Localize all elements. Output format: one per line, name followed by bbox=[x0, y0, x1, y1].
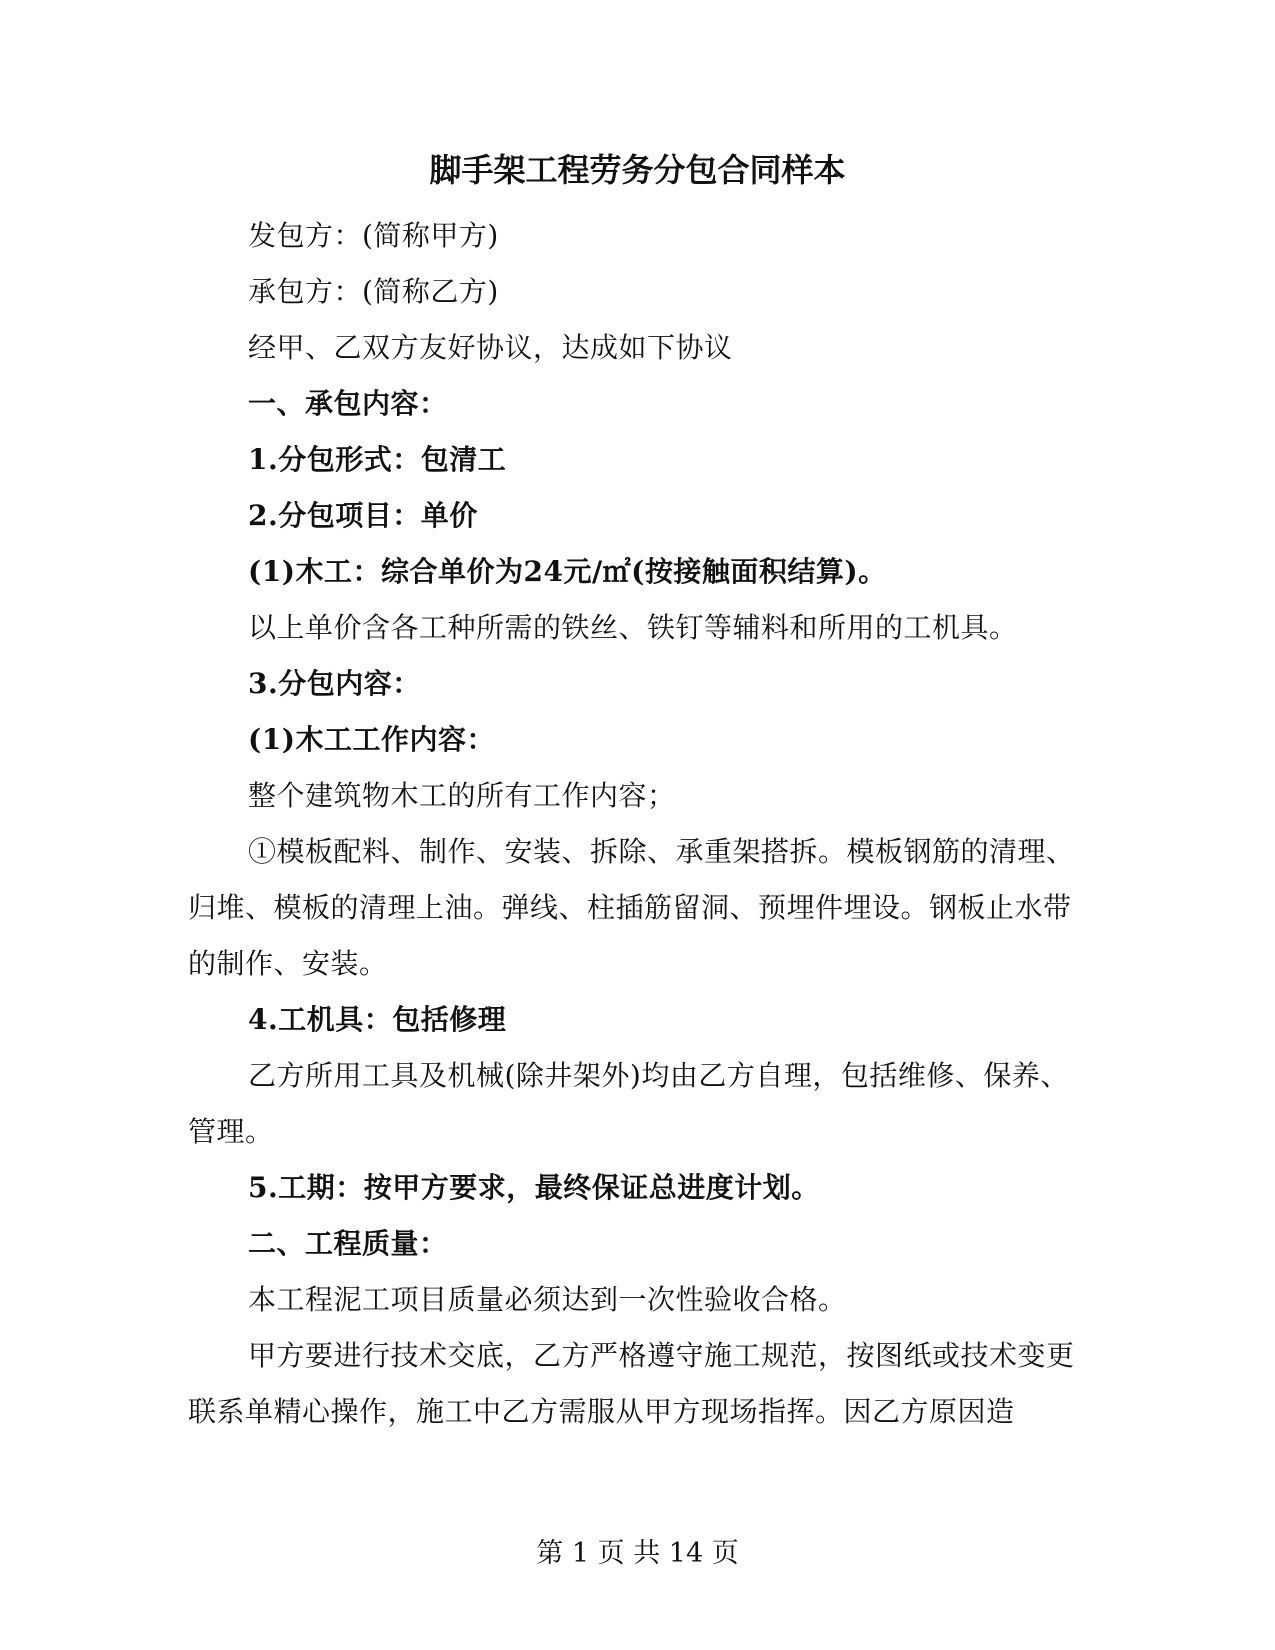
paragraph: ①模板配料、制作、安装、拆除、承重架搭拆。模板钢筋的清理、归堆、模板的清理上油。弹线、柱插筋留洞、预埋件埋设。钢板止水带的制作、安装。 bbox=[188, 835, 1075, 980]
paragraph: 整个建筑物木工的所有工作内容； bbox=[248, 779, 676, 812]
document-title: 脚手架工程劳务分包合同样本 bbox=[429, 151, 846, 189]
paragraph: 本工程泥工项目质量必须达到一次性验收合格。 bbox=[248, 1283, 847, 1316]
clause-heading: 5.工期：按甲方要求，最终保证总进度计划。 bbox=[248, 1171, 820, 1204]
clause-heading: 4.工机具：包括修理 bbox=[248, 1003, 507, 1036]
document-body bbox=[188, 208, 1078, 1440]
clause-heading: (1)木工工作内容： bbox=[248, 723, 495, 756]
page-number-footer: 第 1 页 共 14 页 bbox=[536, 1538, 739, 1569]
paragraph: 以上单价含各工种所需的铁丝、铁钉等辅料和所用的工机具。 bbox=[248, 611, 1018, 644]
clause-heading: 1.分包形式：包清工 bbox=[248, 443, 507, 476]
paragraph: 承包方：(简称乙方) bbox=[248, 275, 499, 308]
paragraph: 甲方要进行技术交底，乙方严格遵守施工规范，按图纸或技术变更联系单精心操作，施工中乙方需服从甲方现场指挥。因乙方原因造 bbox=[188, 1339, 1075, 1428]
clause-heading: 2.分包项目：单价 bbox=[248, 499, 478, 532]
clause-heading: (1)木工：综合单价为24元/㎡(按接触面积结算)。 bbox=[248, 555, 887, 588]
clause-heading: 3.分包内容： bbox=[248, 667, 421, 700]
paragraph: 乙方所用工具及机械(除井架外)均由乙方自理，包括维修、保养、管理。 bbox=[188, 1059, 1069, 1148]
paragraph: 发包方：(简称甲方) bbox=[248, 219, 499, 252]
section-heading: 一、承包内容： bbox=[248, 387, 448, 420]
paragraph: 经甲、乙双方友好协议，达成如下协议 bbox=[248, 331, 733, 364]
section-heading: 二、工程质量： bbox=[248, 1227, 448, 1260]
